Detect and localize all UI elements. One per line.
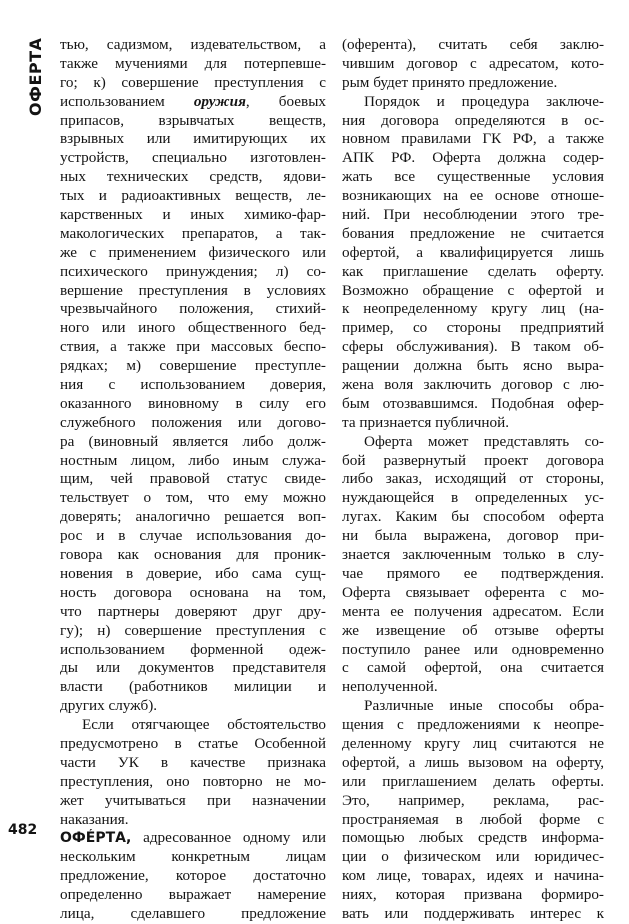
text-line: рядках; м) совершение преступле- (60, 357, 326, 375)
text-line: новном правилами ГК РФ, а также (342, 130, 604, 148)
text-line: поступило ранее или одновременно (342, 640, 604, 658)
text-line: неполученной. (342, 678, 438, 696)
text-line: сферы обслуживания). В таком об- (342, 338, 604, 356)
text-line: части УК в качестве признака (60, 753, 326, 771)
text-line: ни была выражена, договор при- (342, 527, 604, 545)
text-line: Оферта связывает оферента с мо- (342, 583, 604, 601)
text-line: ствия, а также при массовых беспо- (60, 338, 326, 356)
text-line: тельствует о том, что ему можно (60, 489, 326, 507)
text-line: офертой, а лишь вызовом на оферту, (342, 753, 604, 771)
text-line: та признается публичной. (342, 413, 510, 431)
text-line: других служб). (60, 697, 158, 715)
text-line: или приглашением делать оферты. (342, 772, 604, 790)
text-line: ного или иного общественного бед- (60, 319, 326, 337)
text-line: ность договора основана на том, (60, 583, 326, 601)
text-line: также мучениями для потерпевше- (60, 54, 326, 72)
text-line: го; к) совершение преступления с (60, 73, 326, 91)
text-line: оказанного виновному в силу его (60, 394, 326, 412)
text-line: тью, садизмом, издевательством, а (60, 36, 326, 53)
text-line: макологических препаратов, а так- (60, 224, 326, 242)
running-header: ОФЕРТА (26, 37, 45, 116)
text-line: тых и радиоактивных веществ, ле- (60, 187, 326, 205)
text-line: новения в доверие, ибо сама сущ- (60, 564, 326, 582)
text-line: устройств, специально изготовлен- (60, 149, 326, 167)
entry-term: ОФЕ́РТА, (60, 830, 132, 847)
emphasized-term: оружия (193, 92, 246, 110)
text-line: ных технических средств, ядови- (60, 168, 326, 186)
text-line: рым будет принято предложение. (342, 73, 558, 91)
text-line: Оферта может представлять со- (364, 432, 604, 450)
text-line: ниях, которая призвана формиро- (342, 886, 604, 904)
text-line: пространяемая в любой форме с (342, 810, 604, 828)
text-line: преступления, оно повторно не мо- (60, 772, 326, 790)
text-line: возникающих на ее основе отноше- (342, 187, 604, 205)
text-line: ком лице, товарах, идеях и начина- (342, 867, 604, 885)
text-line: жена воля заключить договор с лю- (342, 376, 604, 394)
text-line: жет учитываться при назначении (60, 791, 326, 809)
text-line: Возможно обращение с офертой и (342, 281, 604, 299)
text-line: АПК РФ. Оферта должна содер- (342, 149, 604, 167)
text-line: говора как основания для проник- (60, 546, 326, 564)
text-line: Если отягчающее обстоятельство (82, 716, 326, 734)
text-line: определенно выражает намерение (60, 886, 326, 904)
text-line: чившим договор с адресатом, кото- (342, 54, 604, 72)
left-column (60, 36, 326, 924)
text-line: чрезвычайного положения, стихий- (60, 300, 326, 318)
text-line: рос и в случае использования до- (60, 527, 326, 545)
text-line: вершение преступления в условиях (60, 281, 326, 299)
text-line: же извещение об отзыве оферты (342, 621, 604, 639)
text-line: ний. При несоблюдении этого тре- (342, 206, 604, 224)
text-line: использованием форменной одеж- (60, 640, 326, 658)
text-line: психического принуждения; л) со- (60, 262, 326, 280)
text-line: припасов, взрывчатых веществ, (60, 111, 326, 129)
text-line: Различные иные способы обра- (364, 697, 604, 715)
text-line: Порядок и процедура заключе- (364, 92, 604, 110)
text-line: жать все существенные условия (342, 168, 604, 186)
text-line: бым отозвавшимся. Подобная офер- (342, 394, 604, 412)
text-line: предложение, которое достаточно (60, 867, 326, 885)
text-line: офертой, а квалифицируется лишь (342, 243, 604, 261)
text-line: взрывных или имитирующих их (60, 130, 326, 148)
text-line: ния договора определяются в ос- (342, 111, 604, 129)
text-line: доверять; аналогично решается воп- (60, 508, 326, 526)
text-line: к неопределенному кругу лиц (на- (342, 300, 604, 318)
text-line: бования предложение не считается (342, 224, 604, 242)
text-line: карственных и иных химико-фар- (60, 206, 326, 224)
text-line (60, 829, 326, 848)
text-segment: использованием (60, 92, 194, 110)
text-line: деленному кругу лиц считаются не (342, 734, 604, 752)
text-line: ции о физическом или юридичес- (342, 848, 604, 866)
text-line: ра (виновный является либо долж- (60, 432, 326, 450)
text-line: с самой офертой, она считается (342, 659, 604, 677)
text-line: мента ее получения адресатом. Если (342, 602, 604, 620)
text-line: (оферента), считать себя заклю- (342, 36, 604, 53)
text-line (60, 93, 326, 112)
text-line: наказания. (60, 810, 129, 828)
text-line: ностным лицом, либо иным служа- (60, 451, 326, 469)
text-line: помощью любых средств информа- (342, 829, 604, 847)
text-line: как приглашение сделать оферту. (342, 262, 604, 280)
text-line: нескольким конкретным лицам (60, 848, 326, 866)
text-line: ния с использованием доверия, (60, 376, 326, 394)
right-column (342, 36, 604, 924)
text-line: лица, сделавшего предложение (60, 904, 326, 922)
text-line: пример, со стороны предприятий (342, 319, 604, 337)
text-line: власти (работников милиции и (60, 678, 326, 696)
text-segment: адресованное одному или (131, 829, 326, 847)
text-line: гу); н) совершение преступления с (60, 621, 326, 639)
page-number: 482 (8, 822, 38, 838)
text-line: либо заказ, исходящий от стороны, (342, 470, 604, 488)
text-line: нуждающейся в определенных ус- (342, 489, 604, 507)
text-line: вать или поддерживать интерес к (342, 904, 604, 922)
text-line: предусмотрено в статье Особенной (60, 734, 326, 752)
text-line: чае прямого ее подтверждения. (342, 564, 604, 582)
text-line: же с применением физического или (60, 243, 326, 261)
text-line: щим, чей правовой статус свиде- (60, 470, 326, 488)
text-line: что партнеры доверяют друг дру- (60, 602, 326, 620)
text-line: Это, например, реклама, рас- (342, 791, 604, 809)
text-line: щения с предложениями к неопре- (342, 716, 604, 734)
text-line: лугах. Каким бы способом оферта (342, 508, 604, 526)
text-line: знается заключенным только в слу- (342, 546, 604, 564)
text-segment: , боевых (245, 92, 326, 110)
text-line: служебного положения или догово- (60, 413, 326, 431)
text-line: ды или документов представителя (60, 659, 326, 677)
text-line: бой развернутый проект договора (342, 451, 604, 469)
text-line: ращении должна быть ясно выра- (342, 357, 604, 375)
